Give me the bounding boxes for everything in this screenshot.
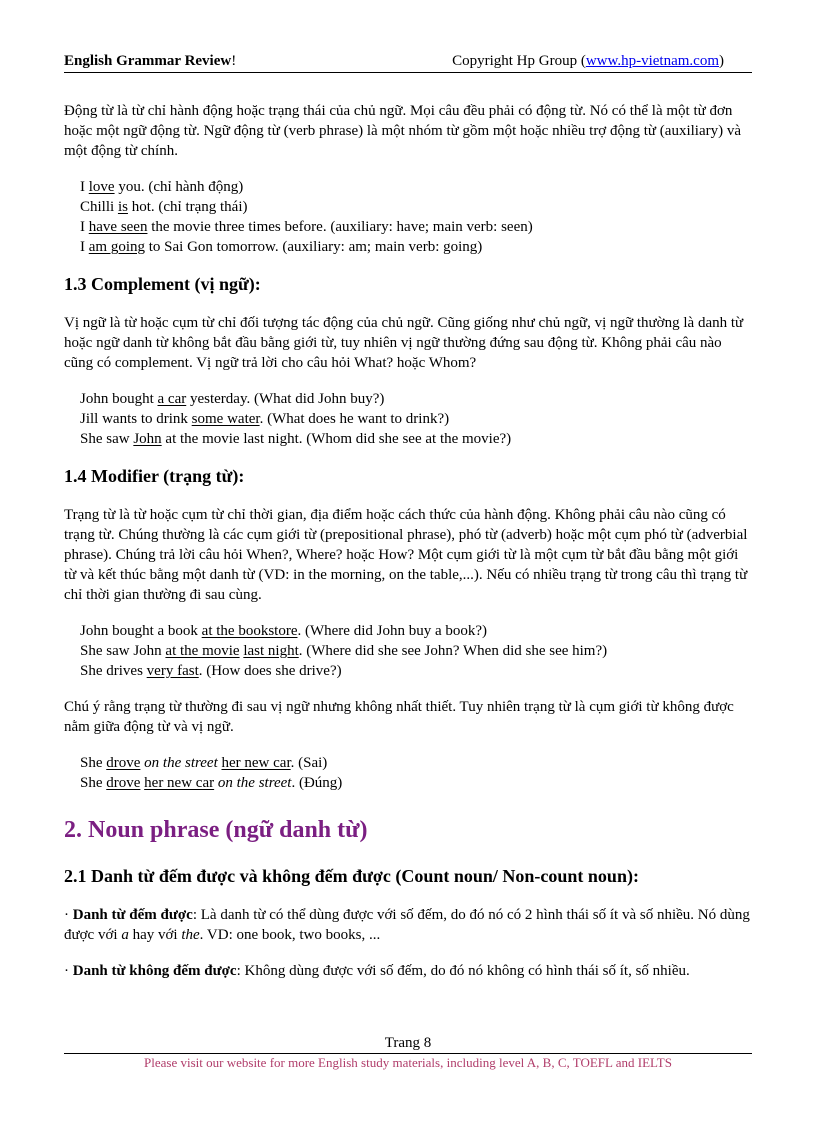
example-line: John bought a book at the bookstore. (Where did John buy a book?)	[80, 623, 488, 639]
example-line: I love you. (chỉ hành động)	[80, 179, 244, 195]
example-line: I have seen the movie three times before. (auxiliary: have; main verb: seen)	[80, 219, 533, 235]
modifier-heading: 1.4 Modifier (trạng từ):	[64, 466, 245, 486]
count-noun-paragraph: · Danh từ đếm được: Là danh từ có thể dùng được với số đếm, do đó nó có 2 hình thái số ít và số nhiều. Nó dùng được với a hay với the. VD: one book, two books, ...	[64, 907, 750, 943]
modifier-examples	[80, 621, 754, 681]
count-noun-heading: 2.1 Danh từ đếm được và không đếm được (Count noun/ Non-count noun):	[64, 866, 639, 886]
complement-heading: 1.3 Complement (vị ngữ):	[64, 274, 261, 294]
example-line: She saw John at the movie last night. (Where did she see John? When did she see him?)	[80, 643, 608, 659]
complement-paragraph: Vị ngữ là từ hoặc cụm từ chỉ đối tượng tác động của chủ ngữ. Cũng giống như chủ ngữ, vị ngữ thường là danh từ hoặc ngữ danh từ không bắt đầu bằng giới từ, tuy nhiên vị ngữ thường đứng sau động từ. Không phải câu nào cũng có complement. Vị ngữ trả lời cho câu hỏi What? hoặc Whom?	[64, 315, 744, 371]
example-line: Chilli is hot. (chỉ trạng thái)	[80, 199, 248, 215]
header-title: English Grammar Review!	[64, 53, 237, 69]
page-number: Trang 8	[384, 1035, 432, 1051]
modifier-paragraph: Trạng từ là từ hoặc cụm từ chỉ thời gian, địa điểm hoặc cách thức của hành động. Không phải câu nào cũng có trạng từ. Chúng thường là các cụm giới từ (prepositional phrase), phó từ (adverb) hoặc một cụm phó từ (adverbial phrase). Chúng trả lời câu hỏi When?, Where? hoặc How? Một cụm giới từ là một cụm từ bắt đầu bằng một giới từ và kết thúc bằng một danh từ (VD: in the morning, on the table,...). Nếu có nhiều trạng từ trong câu thì trạng từ chỉ thời gian thường đi sau cùng.	[64, 507, 748, 603]
noun-phrase-heading: 2. Noun phrase (ngữ danh từ)	[64, 817, 368, 843]
example-line: She saw John at the movie last night. (Whom did she see at the movie?)	[80, 431, 512, 447]
example-line: She drives very fast. (How does she drive?)	[80, 663, 342, 679]
example-line-wrong: She drove on the street her new car. (Sai)	[80, 755, 328, 771]
example-line: I am going to Sai Gon tomorrow. (auxiliary: am; main verb: going)	[80, 239, 483, 255]
verb-intro-paragraph: Động từ là từ chỉ hành động hoặc trạng thái của chủ ngữ. Mọi câu đều phải có động từ. Nó có thể là một từ đơn hoặc một ngữ động từ. Ngữ động từ (verb phrase) là một nhóm từ gồm một hoặc nhiều trợ động từ (auxiliary) và một động từ chính.	[64, 103, 741, 159]
verb-examples	[80, 177, 754, 257]
example-line: John bought a car yesterday. (What did John buy?)	[80, 391, 385, 407]
position-examples	[80, 753, 754, 793]
page-header	[64, 50, 752, 73]
noncount-noun-paragraph: · Danh từ không đếm được: Không dùng được với số đếm, do đó nó không có hình thái số ít, số nhiều.	[64, 963, 690, 979]
page-footer	[64, 1033, 752, 1071]
example-line: Jill wants to drink some water. (What does he want to drink?)	[80, 411, 450, 427]
modifier-note: Chú ý rằng trạng từ thường đi sau vị ngữ nhưng không nhất thiết. Tuy nhiên trạng từ là cụm giới từ không được nằm giữa động từ và vị ngữ.	[64, 699, 734, 735]
page-content	[64, 101, 754, 997]
footer-note: Please visit our website for more English study materials, including level A, B, C, TOEFL and IELTS	[144, 1055, 672, 1070]
header-copyright: Copyright Hp Group (www.hp-vietnam.com)	[452, 53, 724, 69]
website-link[interactable]: www.hp-vietnam.com	[585, 53, 719, 69]
footer-divider	[64, 1053, 752, 1054]
complement-examples	[80, 389, 754, 449]
example-line-right: She drove her new car on the street. (Đúng)	[80, 775, 343, 791]
